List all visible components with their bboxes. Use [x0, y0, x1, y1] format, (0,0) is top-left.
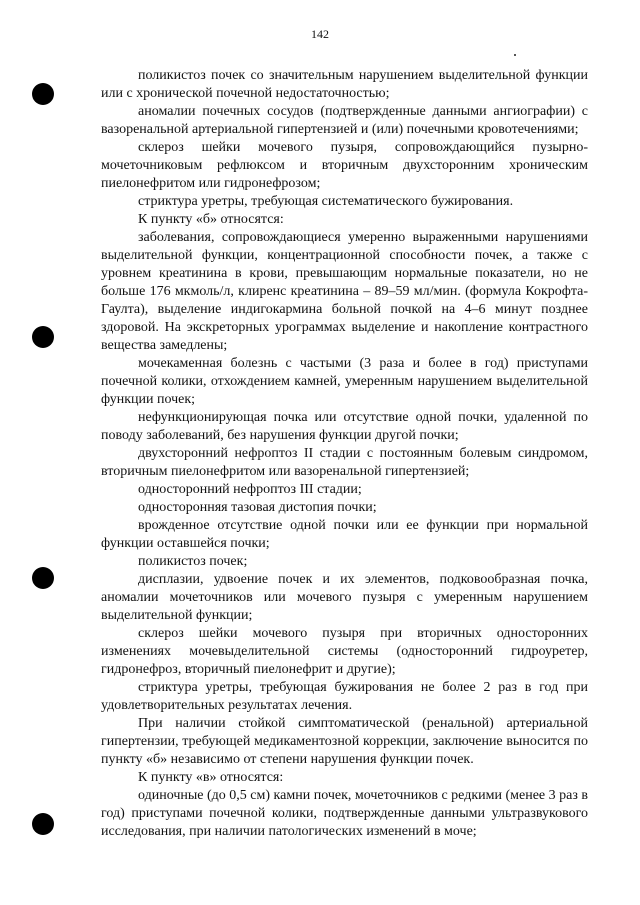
- paragraph: поликистоз почек;: [138, 554, 248, 569]
- section-heading: К пункту «б» относятся:: [138, 212, 284, 227]
- paragraph: односторонний нефроптоз III стадии;: [138, 482, 362, 497]
- paragraph: поликистоз почек со значительным нарушением выделительной функции или с хронической почечной недостаточностью;: [101, 68, 588, 101]
- paragraph: одиночные (до 0,5 см) камни почек, мочеточников с редкими (менее 3 раз в год) приступами почечной колики, подтвержденные данными ультразвукового исследования, при наличии патологических изменений в моче;: [101, 788, 588, 839]
- paragraph: нефункционирующая почка или отсутствие одной почки, удаленной по поводу заболеваний, без нарушения функции другой почки;: [101, 410, 588, 443]
- paragraph: дисплазии, удвоение почек и их элементов, подковообразная почка, аномалии мочеточников или мочевого пузыря с умеренным нарушением выделительной функции;: [101, 572, 588, 623]
- paragraph: стриктура уретры, требующая систематического бужирования.: [138, 194, 514, 209]
- document-body: [101, 67, 588, 841]
- punch-hole-mark: [32, 813, 54, 835]
- punch-hole-mark: [32, 567, 54, 589]
- paragraph: стриктура уретры, требующая бужирования не более 2 раз в год при удовлетворительных результатах лечения.: [101, 680, 588, 713]
- paragraph: двухсторонний нефроптоз II стадии с постоянным болевым синдромом, вторичным пиелонефритом или вазоренальной гипертензией;: [101, 446, 588, 479]
- paragraph: мочекаменная болезнь с частыми (3 раза и более в год) приступами почечной колики, отхождением камней, умеренным нарушением выделительной функции почек;: [101, 356, 588, 407]
- paragraph: склероз шейки мочевого пузыря при вторичных односторонних изменениях мочевыделительной системы (односторонний гидроуретер, гидронефроз, вторичный пиелонефрит и другие);: [101, 626, 588, 677]
- section-heading: К пункту «в» относятся:: [138, 770, 284, 785]
- paragraph: односторонняя тазовая дистопия почки;: [138, 500, 377, 515]
- punch-hole-mark: [32, 83, 54, 105]
- paragraph: При наличии стойкой симптоматической (ренальной) артериальной гипертензии, требующей медикаментозной коррекции, заключение выносится по пункту «б» независимо от степени нарушения функции почек.: [101, 716, 588, 767]
- paragraph: заболевания, сопровождающиеся умеренно выраженными нарушениями выделительной функции, концентрационной способности почек, а также с уровнем креатинина в крови, превышающим нормальные показатели, но не больше 176 мкмоль/л, клиренс креатинина – 89–59 мл/мин. (формула Кокрофта-Гаулта), выделение индигокармина больной почкой на 4–6 минут позднее здоровой. На экскреторных урограммах выделение и накопление контрастного вещества замедлены;: [101, 230, 588, 353]
- page-number: 142: [311, 27, 329, 41]
- paragraph: склероз шейки мочевого пузыря, сопровождающийся пузырно-мочеточниковым рефлюксом и вторичным двухсторонним хроническим пиелонефритом или гидронефрозом;: [101, 140, 588, 191]
- scan-speck: [514, 54, 516, 56]
- paragraph: врожденное отсутствие одной почки или ее функции при нормальной функции оставшейся почки;: [101, 518, 588, 551]
- paragraph: аномалии почечных сосудов (подтвержденные данными ангиографии) с вазоренальной артериальной гипертензией и (или) почечными кровотечениями;: [101, 104, 588, 137]
- punch-hole-mark: [32, 326, 54, 348]
